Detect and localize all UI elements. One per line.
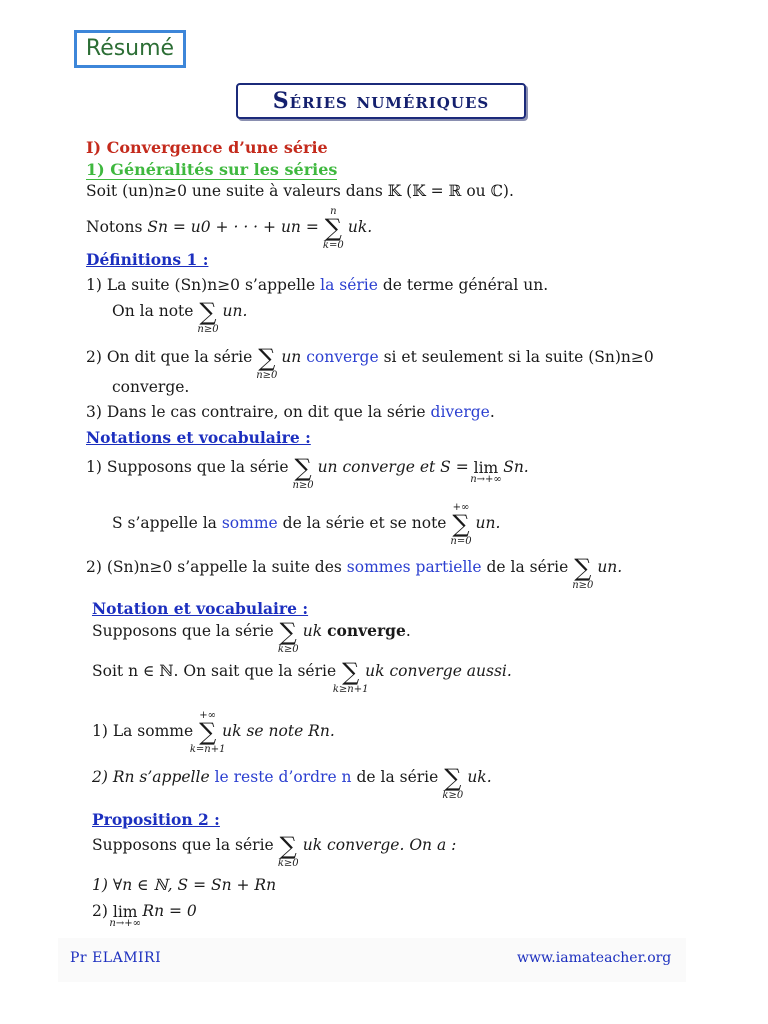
subsection-heading: 1) Généralités sur les séries	[86, 160, 338, 179]
notation-item-1: 1) La somme +∞ ∑ k=n+1 uk se note Rn.	[92, 710, 335, 755]
course-sheet-bottom	[86, 594, 664, 930]
proposition-item-2: 2) lim n→+∞ Rn = 0	[92, 902, 197, 929]
proposition-item-1: 1) ∀n ∈ ℕ, S = Sn + Rn	[92, 876, 277, 894]
notation-line-2: Soit n ∈ ℕ. On sait que la série ∑ k≥n+1 uk converge aussi.	[92, 658, 512, 695]
definition-item-1: 1) La suite (Sn)n≥0 s’appelle la série de terme général un.	[86, 276, 549, 294]
definition-item-3: 3) Dans le cas contraire, on dit que la série diverge.	[86, 403, 495, 421]
definition-item-1-note: On la note ∑ n≥0 un.	[112, 298, 248, 335]
notations-item-2: 2) (Sn)n≥0 s’appelle la suite des sommes partielle de la série ∑ n≥0 un.	[86, 554, 623, 591]
notons-line: Notons Sn = u0 + · · · + un = n ∑ k=0 uk.	[86, 206, 373, 251]
definition-item-2: 2) On dit que la série ∑ n≥0 un converge si et seulement si la suite (Sn)n≥0	[86, 344, 654, 381]
proposition-line-1: Supposons que la série ∑ k≥0 uk converge. On a :	[92, 832, 457, 869]
definition-item-2-cont: converge.	[112, 378, 190, 396]
footer-author: Pr ELAMIRI	[70, 950, 162, 966]
resume-tag[interactable]: Résumé	[74, 30, 186, 68]
proposition-heading: Proposition 2 :	[92, 810, 220, 829]
course-sheet-top	[58, 76, 686, 594]
notation-item-2: 2) Rn s’appelle le reste d’ordre n de la série ∑ k≥0 uk.	[92, 764, 492, 801]
page-title: Séries numériques	[236, 83, 526, 119]
notation-line-1: Supposons que la série ∑ k≥0 uk converge.	[92, 618, 411, 655]
section-heading: I) Convergence d’une série	[86, 138, 328, 157]
footer-website[interactable]: www.iamateacher.org	[517, 950, 672, 966]
notation-heading: Notation et vocabulaire :	[92, 599, 309, 618]
somme-line: S s’appelle la somme de la série et se note +∞ ∑ n=0 un.	[112, 502, 501, 547]
notations-item-1: 1) Supposons que la série ∑ n≥0 un converge et S = lim n→+∞ Sn.	[86, 454, 529, 491]
intro-line: Soit (un)n≥0 une suite à valeurs dans 𝕂 (𝕂 = ℝ ou ℂ).	[86, 182, 514, 200]
definitions-heading: Définitions 1 :	[86, 250, 209, 269]
notations-heading: Notations et vocabulaire :	[86, 428, 311, 447]
